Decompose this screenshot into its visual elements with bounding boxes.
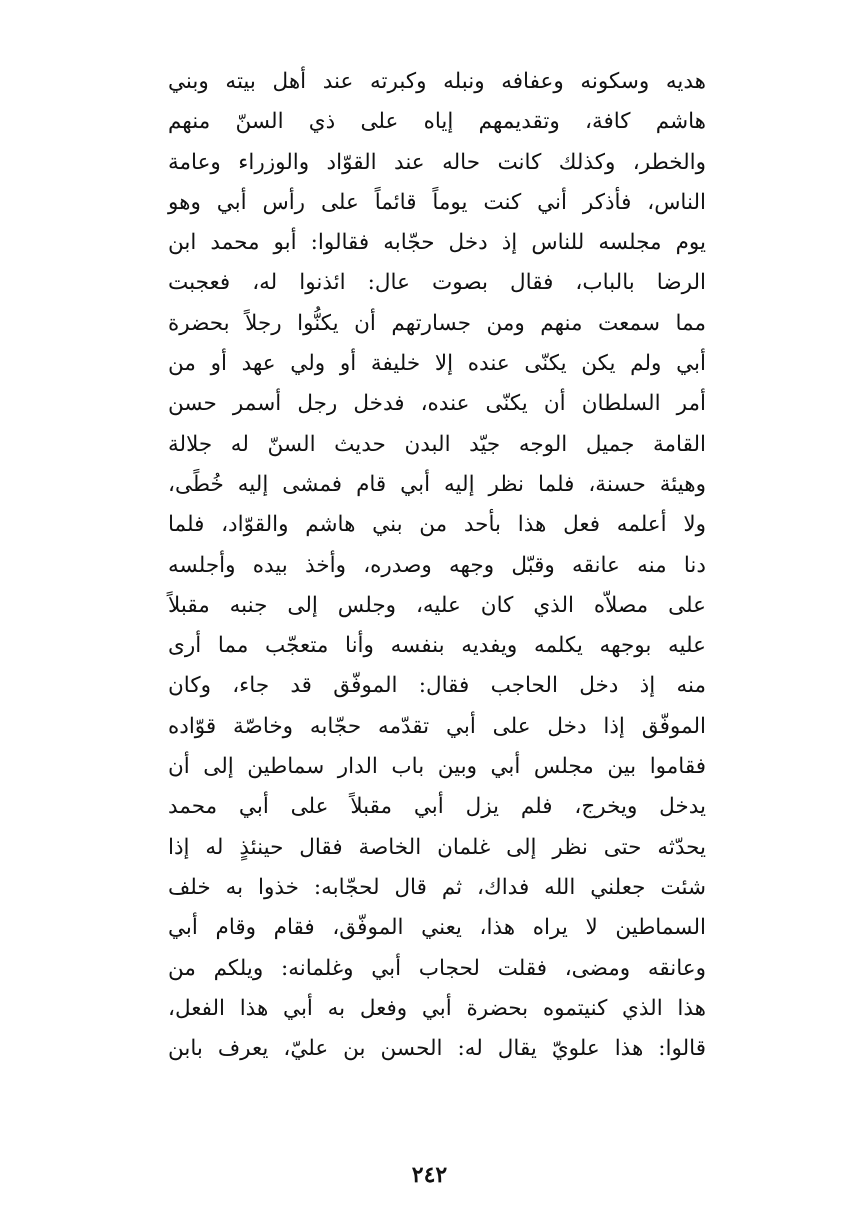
text-line: الموفّق إذا دخل على أبي تقدّمه حجّابه وخاصّة قوّاده [168,713,706,739]
text-line: قالوا: هذا علويّ يقال له: الحسن بن عليّ، يعرف بابن [168,1036,706,1062]
text-line: يحدّثه حتى نظر إلى غلمان الخاصة فقال حينئذٍ له إذا [168,834,706,860]
text-line: وعانقه ومضى، فقلت لحجاب أبي وغلمانه: ويلكم من [168,955,706,981]
page-number: ٢٤٢ [411,1162,448,1188]
text-line: هديه وسكونه وعفافه ونبله وكبرته عند أهل بيته وبني [168,69,706,94]
text-line: شئت جعلني الله فداك، ثم قال لحجّابه: خذوا به خلف [168,874,706,900]
text-line: يدخل ويخرج، فلم يزل أبي مقبلاً على أبي محمد [168,794,706,820]
text-line: هاشم كافة، وتقديمهم إياه على ذي السنّ منهم [168,109,706,135]
text-line: الناس، فأذكر أني كنت يوماً قائماً على رأس أبي وهو [168,189,706,215]
text-line: هذا الذي كنيتموه بحضرة أبي وفعل به أبي هذا الفعل، [168,995,706,1021]
text-line: على مصلاّه الذي كان عليه، وجلس إلى جنبه مقبلاً [168,592,706,618]
text-line: والخطر، وكذلك كانت حاله عند القوّاد والوزراء وعامة [168,149,706,175]
text-line: الرضا بالباب، فقال بصوت عال: ائذنوا له، فعجبت [168,270,706,296]
text-line: أبي ولم يكن يكنّى عنده إلا خليفة أو ولي عهد أو من [168,351,706,377]
text-line: القامة جميل الوجه جيّد البدن حديث السنّ له جلالة [168,431,706,457]
text-line: عليه بوجهه يكلمه ويفديه بنفسه وأنا متعجّب مما أرى [168,633,706,659]
text-line: أمر السلطان أن يكنّى عنده، فدخل رجل أسمر حسن [168,391,706,417]
text-line: السماطين لا يراه هذا، يعني الموفّق، فقام وقام أبي [168,915,706,941]
text-line: دنا منه عانقه وقبّل وجهه وصدره، وأخذ بيده وأجلسه [168,552,706,578]
text-line: ولا أعلمه فعل هذا بأحد من بني هاشم والقوّاد، فلما [168,512,706,538]
text-line: وهيئة حسنة، فلما نظر إليه أبي قام فمشى إليه خُطًى، [168,471,706,497]
text-line: يوم مجلسه للناس إذ دخل حجّابه فقالوا: أبو محمد ابن [168,230,706,256]
text-line: مما سمعت منهم ومن جسارتهم أن يكنُّوا رجلاً بحضرة [168,310,706,336]
text-line: منه إذ دخل الحاجب فقال: الموفّق قد جاء، وكان [168,673,706,699]
text-line: فقاموا بين مجلس أبي وبين باب الدار سماطين إلى أن [168,754,706,780]
body-text [168,62,706,1069]
